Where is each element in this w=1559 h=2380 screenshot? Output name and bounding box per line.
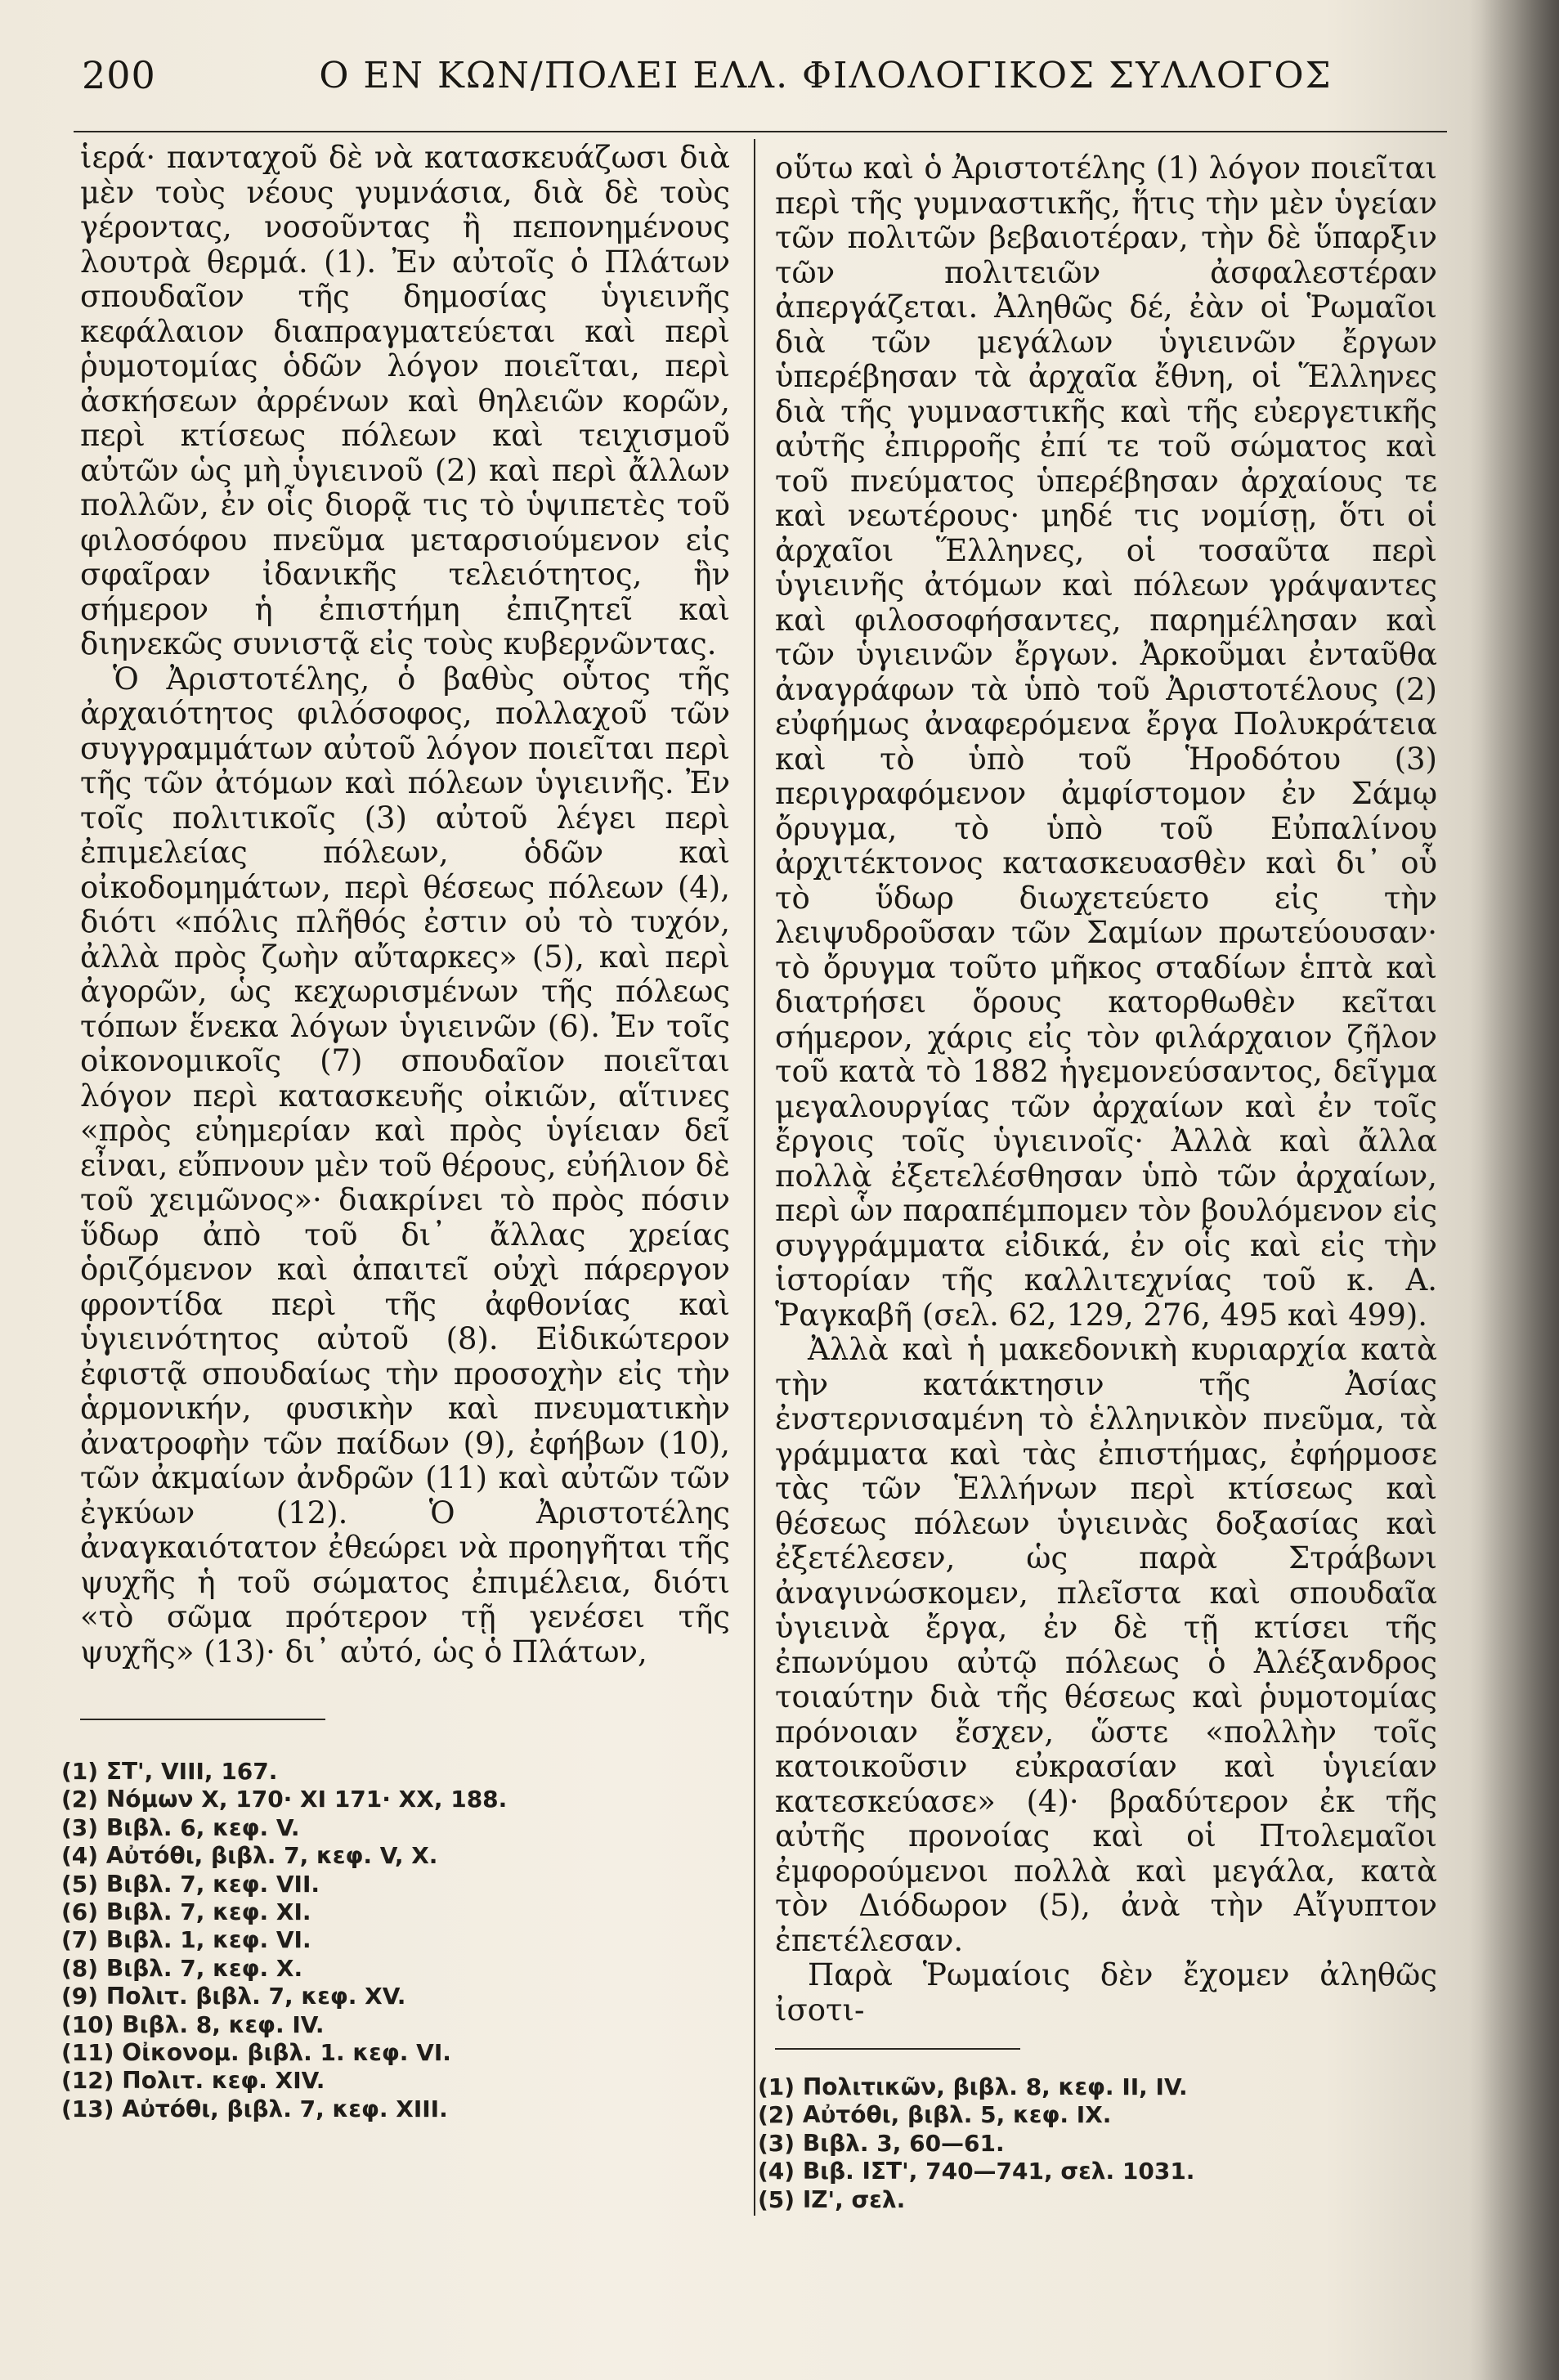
footnote: (10) Βιβλ. 8, κεφ. IV. [61, 2010, 325, 2038]
right-column [775, 151, 1437, 2028]
footnote: (7) Βιβλ. 1, κεφ. VI. [61, 1926, 311, 1954]
right-footnotes [758, 2073, 1412, 2214]
right-paragraph-1: οὕτω καὶ ὁ Ἀριστοτέλης (1) λόγον ποιεῖται περὶ τῆς γυμναστικῆς, ἥτις τὴν μὲν ὑγείαν τῶν πολιτῶν βεβαιοτέραν, τὴν δὲ ὕπαρξιν τῶν πολιτειῶν ἀσφαλεστέραν ἀπεργάζεται. Ἀληθῶς δέ, ἐὰν οἱ Ῥωμαῖοι διὰ τῶν μεγάλων ὑγιεινῶν ἔργων ὑπερέβησαν τὰ ἀρχαῖα ἔθνη, οἱ Ἕλληνες διὰ τῆς γυμναστικῆς καὶ τῆς εὐεργετικῆς αὐτῆς ἐπιρροῆς ἐπί τε τοῦ σώματος καὶ τοῦ πνεύματος ὑπερέβησαν ἀρχαίους τε καὶ νεωτέρους· μηδέ τις νομίσῃ, ὅτι οἱ ἀρχαῖοι Ἕλληνες, οἱ τοσαῦτα περὶ ὑγιεινῆς ἀτόμων καὶ πόλεων γράψαντες καὶ φιλοσοφήσαντες, παρημέλησαν καὶ τῶν ὑγιεινῶν ἔργων. Ἀρκοῦμαι ἐνταῦθα ἀναγράφων τὰ ὑπὸ τοῦ Ἀριστοτέλους (2) εὐφήμως ἀναφερόμενα ἔργα Πολυκράτεια καὶ τὸ ὑπὸ τοῦ Ἡροδότου (3) περιγραφόμενον ἀμφίστομον ἐν Σάμῳ ὄρυγμα, τὸ ὑπὸ τοῦ Εὐπαλίνου ἀρχιτέκτονος κατασκευασθὲν καὶ δι᾽ οὗ τὸ ὕδωρ διωχετεύετο εἰς τὴν λειψυδροῦσαν τῶν Σαμίων πρωτεύουσαν· τὸ ὄρυγμα τοῦτο μῆκος σταδίων ἑπτὰ καὶ διατρήσει ὅρους κατορθωθὲν κεῖται σήμερον, χάρις εἰς τὸν φιλάρχαιον ζῆλον τοῦ κατὰ τὸ 1882 ἡγεμονεύσαντος, δεῖγμα μεγαλουργίας τῶν ἀρχαίων καὶ ἐν τοῖς ἔργοις τοῖς ὑγιεινοῖς· Ἀλλὰ καὶ ἄλλα πολλὰ ἐξετελέσθησαν ὑπὸ τῶν ἀρχαίων, περὶ ὧν παραπέμπομεν τὸν βουλόμενον εἰς συγγράμματα εἰδικά, ἐν οἷς καὶ εἰς τὴν ἱστορίαν τῆς καλλιτεχνίας τοῦ κ. Α. Ῥαγκαβῆ (σελ. 62, 129, 276, 495 καὶ 499). [775, 150, 1437, 1333]
footnote: (3) Βιβλ. 3, 60—61. [758, 2129, 1005, 2157]
page-header [65, 45, 1439, 110]
left-footnote-rule [80, 1719, 325, 1720]
footnote: (1) ΣΤ', VIII, 167. [61, 1758, 278, 1785]
left-footnotes [61, 1758, 634, 2123]
footnote: (4) Βιβ. ΙΣΤ', 740—741, σελ. 1031. [758, 2158, 1195, 2185]
footnote: (8) Βιβλ. 7, κεφ. X. [61, 1954, 303, 1982]
footnote: (5) ΙΖ', σελ. [758, 2185, 906, 2213]
footnote: (3) Βιβλ. 6, κεφ. V. [61, 1813, 300, 1841]
footnote: (9) Πολιτ. βιβλ. 7, κεφ. XV. [61, 1983, 406, 2010]
right-paragraph-3: Παρὰ Ῥωμαίοις δὲν ἔχομεν ἀληθῶς ἰσοτι- [775, 1957, 1437, 2028]
column-divider [754, 139, 755, 2216]
running-title: Ο ΕΝ ΚΩΝ/ΠΟΛΕΙ ΕΛΛ. ΦΙΛΟΛΟΓΙΚΟΣ ΣΥΛΛΟΓΟΣ [319, 55, 1333, 96]
header-rule [74, 131, 1447, 132]
footnote: (2) Νόμων X, 170· XI 171· XX, 188. [61, 1786, 508, 1813]
footnote: (6) Βιβλ. 7, κεφ. XI. [61, 1898, 311, 1926]
left-paragraph-2: Ὁ Ἀριστοτέλης, ὁ βαθὺς οὗτος τῆς ἀρχαιότητος φιλόσοφος, πολλαχοῦ τῶν συγγραμμάτων αὐτοῦ λόγον ποιεῖται περὶ τῆς τῶν ἀτόμων καὶ πόλεων ὑγιεινῆς. Ἐν τοῖς πολιτικοῖς (3) αὐτοῦ λέγει περὶ ἐπιμελείας πόλεων, ὁδῶν καὶ οἰκοδομημάτων, περὶ θέσεως πόλεων (4), διότι «πόλις πλῆθός ἐστιν οὐ τὸ τυχόν, ἀλλὰ πρὸς ζωὴν αὔταρκες» (5), καὶ περὶ ἀγορῶν, ὡς κεχωρισμένων τῆς πόλεως τόπων ἕνεκα λόγων ὑγιεινῶν (6). Ἐν τοῖς οἰκονομικοῖς (7) σπουδαῖον ποιεῖται λόγον περὶ κατασκευῆς οἰκιῶν, αἵτινες «πρὸς εὐημερίαν καὶ πρὸς ὑγίειαν δεῖ εἶναι, εὔπνουν μὲν τοῦ θέρους, εὐήλιον δὲ τοῦ χειμῶνος»· διακρίνει τὸ πρὸς πόσιν ὕδωρ ἀπὸ τοῦ δι᾽ ἄλλας χρείας ὁριζόμενον καὶ ἀπαιτεῖ οὐχὶ πάρεργον φροντίδα περὶ τῆς ἀφθονίας καὶ ὑγιεινότητος αὐτοῦ (8). Εἰδικώτερον ἐφιστᾷ σπουδαίως τὴν προσοχὴν εἰς τὴν ἁρμονικήν, φυσικὴν καὶ πνευματικὴν ἀνατροφὴν τῶν παίδων (9), ἐφήβων (10), τῶν ἀκμαίων ἀνδρῶν (11) καὶ αὐτῶν τῶν ἐγκύων (12). Ὁ Ἀριστοτέλης ἀναγκαιότατον ἐθεώρει νὰ προηγῆται τῆς ψυχῆς ἡ τοῦ σώματος ἐπιμέλεια, διότι «τὸ σῶμα πρότερον τῇ γενέσει τῆς ψυχῆς» (13)· δι᾽ αὐτό, ὡς ὁ Πλάτων, [80, 661, 730, 1670]
footnote: (11) Οἰκονομ. βιβλ. 1. κεφ. VI. [61, 2039, 451, 2067]
left-paragraph-1: ἱερά· πανταχοῦ δὲ νὰ κατασκευάζωσι διὰ μὲν τοὺς νέους γυμνάσια, διὰ δὲ τοὺς γέροντας, νοσοῦντας ἢ πεπονημένους λουτρὰ θερμά. (1). Ἐν αὐτοῖς ὁ Πλάτων σπουδαῖον τῆς δημοσίας ὑγιεινῆς κεφάλαιον διαπραγματεύεται καὶ περὶ ῥυμοτομίας ὁδῶν λόγον ποιεῖται, περὶ ἀσκήσεων ἀρρένων καὶ θηλειῶν κορῶν, περὶ κτίσεως πόλεων καὶ τειχισμοῦ αὐτῶν ὡς μὴ ὑγιεινοῦ (2) καὶ περὶ ἄλλων πολλῶν, ἐν οἷς διορᾷ τις τὸ ὑψιπετὲς τοῦ φιλοσόφου πνεῦμα μεταρσιούμενον εἰς σφαῖραν ἰδανικῆς τελειότητος, ἣν σήμερον ἡ ἐπιστήμη ἐπιζητεῖ καὶ διηνεκῶς συνιστᾷ εἰς τοὺς κυβερνῶντας. [80, 140, 730, 661]
footnote: (1) Πολιτικῶν, βιβλ. 8, κεφ. II, IV. [758, 2073, 1188, 2100]
right-paragraph-2: Ἀλλὰ καὶ ἡ μακεδονικὴ κυριαρχία κατὰ τὴν κατάκτησιν τῆς Ἀσίας ἐνστερνισαμένη τὸ ἑλληνικὸν πνεῦμα, τὰ γράμματα καὶ τὰς ἐπιστήμας, ἐφήρμοσε τὰς τῶν Ἑλλήνων περὶ κτίσεως καὶ θέσεως πόλεων ὑγιεινὰς δοξασίας καὶ ἐξετέλεσεν, ὡς παρὰ Στράβωνι ἀναγινώσκομεν, πλεῖστα καὶ σπουδαῖα ὑγιεινὰ ἔργα, ἐν δὲ τῇ κτίσει τῆς ἐπωνύμου αὐτῷ πόλεως ὁ Ἀλέξανδρος τοιαύτην διὰ τῆς θέσεως καὶ ῥυμοτομίας πρόνοιαν ἔσχεν, ὥστε «πολλὴν τοῖς κατοικοῦσιν εὐκρασίαν καὶ ὑγιείαν κατεσκεύασε» (4)· βραδύτερον ἐκ τῆς αὐτῆς προνοίας καὶ οἱ Πτολεμαῖοι ἐμφορούμενοι πολλὰ καὶ μεγάλα, κατὰ τὸν Διόδωρον (5), ἀνὰ τὴν Αἴγυπτον ἐπετέλεσαν. [775, 1332, 1437, 1958]
left-column [80, 141, 730, 1670]
page-number: 200 [82, 53, 156, 97]
footnote: (5) Βιβλ. 7, κεφ. VII. [61, 1870, 320, 1898]
footnote: (2) Αὐτόθι, βιβλ. 5, κεφ. IX. [758, 2101, 1112, 2129]
right-footnote-rule [775, 2048, 1020, 2050]
footnote: (4) Αὐτόθι, βιβλ. 7, κεφ. V, X. [61, 1842, 438, 1870]
footnote: (13) Αὐτόθι, βιβλ. 7, κεφ. XIII. [61, 2095, 448, 2122]
footnote: (12) Πολιτ. κεφ. XIV. [61, 2067, 325, 2095]
binding-shadow [1469, 0, 1559, 2380]
